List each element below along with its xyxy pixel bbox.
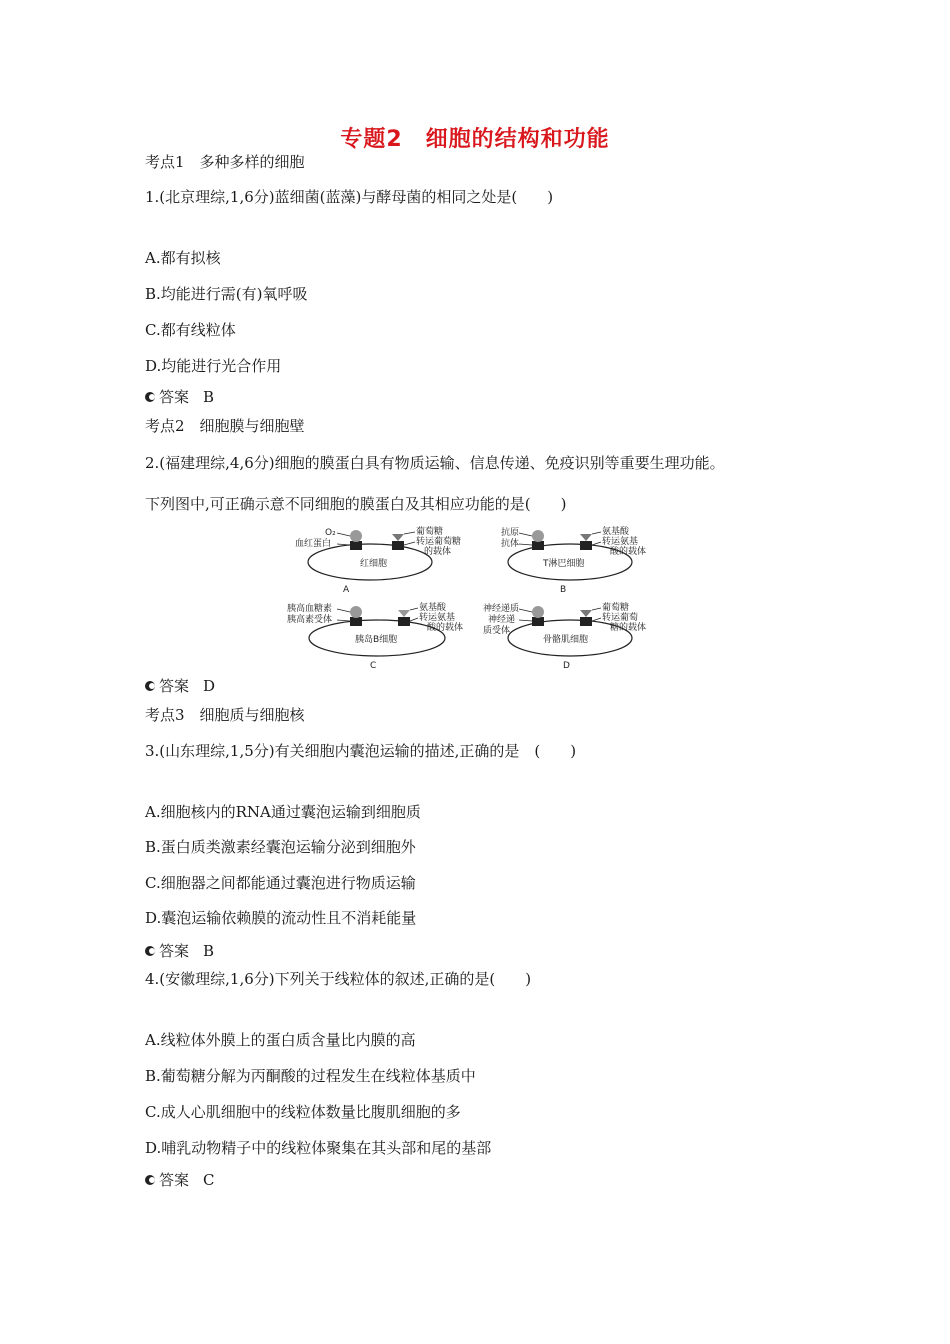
figure-panel-a — [295, 525, 461, 595]
answer-icon — [145, 680, 157, 692]
section-heading: 考点1 多种多样的细胞 — [145, 153, 305, 171]
answer-value: B — [203, 388, 215, 406]
answer-label: 答案 — [159, 942, 190, 960]
option-d: D.均能进行光合作用 — [145, 357, 282, 375]
membrane-protein-figure — [285, 522, 675, 672]
figure-panel-c — [287, 601, 463, 671]
svg-text:葡萄糖: 葡萄糖 — [416, 527, 444, 537]
svg-text:B: B — [560, 585, 567, 595]
svg-text:转运葡萄: 转运葡萄 — [602, 613, 639, 623]
figure-panel-b — [501, 525, 646, 595]
svg-text:氨基酸: 氨基酸 — [602, 527, 630, 537]
svg-text:葡萄糖: 葡萄糖 — [602, 603, 630, 613]
answer-icon — [145, 945, 157, 957]
answer-value: D — [203, 677, 216, 695]
option-a: A.线粒体外膜上的蛋白质含量比内膜的高 — [145, 1031, 416, 1049]
question-stem-continued: 下列图中,可正确示意不同细胞的膜蛋白及其相应功能的是( ) — [145, 495, 567, 513]
svg-text:神经递质: 神经递质 — [483, 604, 520, 614]
svg-text:D: D — [563, 661, 570, 671]
answer — [145, 676, 215, 696]
answer-label: 答案 — [159, 677, 190, 695]
option-c: C.都有线粒体 — [145, 321, 236, 339]
figure-panel-d — [483, 601, 646, 671]
answer-icon — [145, 1174, 157, 1186]
option-c: C.成人心肌细胞中的线粒体数量比腹肌细胞的多 — [145, 1103, 461, 1121]
question-stem: 2.(福建理综,4,6分)细胞的膜蛋白具有物质运输、信息传递、免疫识别等重要生理功能。 — [145, 454, 725, 472]
svg-text:氨基酸: 氨基酸 — [419, 603, 447, 613]
page-title: 专题2 细胞的结构和功能 — [340, 127, 610, 152]
svg-text:胰高血糖素: 胰高血糖素 — [287, 604, 333, 614]
svg-text:质受体: 质受体 — [483, 626, 511, 636]
svg-text:酸的载体: 酸的载体 — [610, 547, 647, 557]
svg-text:酸的载体: 酸的载体 — [427, 623, 464, 633]
svg-text:A: A — [343, 585, 350, 595]
svg-text:O₂: O₂ — [325, 528, 336, 538]
option-b: B.葡萄糖分解为丙酮酸的过程发生在线粒体基质中 — [145, 1067, 476, 1085]
answer — [145, 941, 214, 961]
svg-text:红细胞: 红细胞 — [360, 559, 388, 569]
answer — [145, 1170, 215, 1190]
section-heading: 考点2 细胞膜与细胞壁 — [145, 417, 305, 435]
svg-text:糖的载体: 糖的载体 — [610, 623, 647, 633]
svg-text:血红蛋白: 血红蛋白 — [295, 539, 332, 549]
svg-text:胰岛B细胞: 胰岛B细胞 — [355, 635, 398, 645]
option-b: B.均能进行需(有)氧呼吸 — [145, 285, 308, 303]
svg-text:神经递: 神经递 — [488, 615, 516, 625]
answer-label: 答案 — [159, 388, 190, 406]
section-heading: 考点3 细胞质与细胞核 — [145, 706, 305, 724]
option-c: C.细胞器之间都能通过囊泡进行物质运输 — [145, 874, 416, 892]
svg-text:胰高素受体: 胰高素受体 — [287, 615, 333, 625]
svg-text:抗体: 抗体 — [501, 539, 520, 549]
answer-value: B — [203, 942, 215, 960]
option-a: A.细胞核内的RNA通过囊泡运输到细胞质 — [145, 803, 421, 821]
answer-value: C — [203, 1171, 215, 1189]
option-d: D.哺乳动物精子中的线粒体聚集在其头部和尾的基部 — [145, 1139, 492, 1157]
svg-text:转运葡萄糖: 转运葡萄糖 — [416, 537, 462, 547]
option-d: D.囊泡运输依赖膜的流动性且不消耗能量 — [145, 909, 417, 927]
answer-label: 答案 — [159, 1171, 190, 1189]
option-a: A.都有拟核 — [145, 249, 221, 267]
answer — [145, 387, 214, 407]
question-stem: 4.(安徽理综,1,6分)下列关于线粒体的叙述,正确的是( ) — [145, 970, 532, 988]
svg-text:T淋巴细胞: T淋巴细胞 — [543, 559, 585, 569]
question-stem: 3.(山东理综,1,5分)有关细胞内囊泡运输的描述,正确的是 ( ) — [145, 742, 577, 760]
svg-text:骨骼肌细胞: 骨骼肌细胞 — [543, 635, 589, 645]
answer-icon — [145, 391, 157, 403]
svg-text:转运氨基: 转运氨基 — [602, 537, 639, 547]
svg-text:的载体: 的载体 — [424, 547, 452, 557]
question-stem: 1.(北京理综,1,6分)蓝细菌(蓝藻)与酵母菌的相同之处是( ) — [145, 188, 554, 206]
svg-text:抗原: 抗原 — [501, 528, 520, 538]
svg-text:转运氨基: 转运氨基 — [419, 613, 456, 623]
option-b: B.蛋白质类激素经囊泡运输分泌到细胞外 — [145, 838, 416, 856]
svg-text:C: C — [370, 661, 377, 671]
